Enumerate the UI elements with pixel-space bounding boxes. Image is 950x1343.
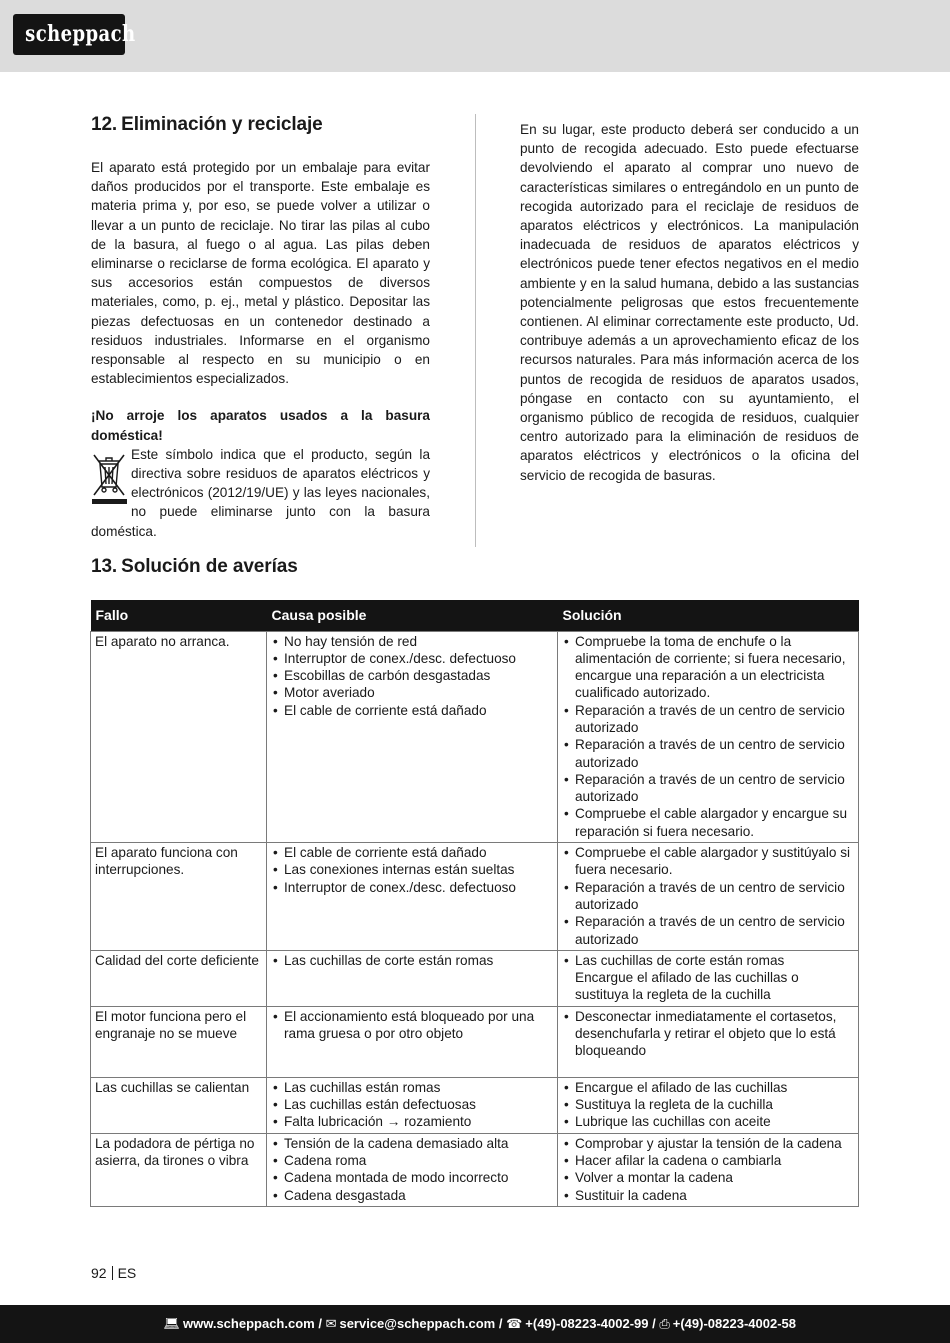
solution-item: • Las cuchillas de corte están romas — [562, 952, 854, 969]
solution-cell — [558, 1006, 859, 1077]
footer-website-link[interactable]: www.scheppach.com — [182, 1316, 315, 1331]
cause-item: • Cadena montada de modo incorrecto — [271, 1169, 553, 1186]
footer-phone: +(49)-08223-4002-99 — [525, 1316, 649, 1331]
cause-cell — [267, 1133, 558, 1206]
table-row — [91, 631, 859, 843]
fax-icon: ⎙ — [659, 1316, 670, 1331]
weee-notice — [91, 445, 430, 541]
solution-cell — [558, 631, 859, 843]
cause-item: • El cable de corriente está dañado — [271, 702, 553, 719]
fault-cell: Calidad del corte deficiente — [91, 950, 267, 1006]
cause-item: • Tensión de la cadena demasiado alta — [271, 1135, 553, 1152]
cause-item: • Motor averiado — [271, 684, 553, 701]
cause-item: • Interruptor de conex./desc. defectuoso — [271, 879, 553, 896]
right-column — [520, 120, 859, 485]
column-header-cause: Causa posible — [267, 600, 558, 631]
cause-cell — [267, 950, 558, 1006]
solution-item: Encargue el afilado de las cuchillas o sustituya la regleta de la cuchilla — [575, 970, 799, 1003]
solution-cell — [558, 1133, 859, 1206]
solution-item: • Compruebe el cable alargador y sustitúyalo si fuera necesario. — [562, 844, 854, 879]
column-divider — [475, 114, 476, 547]
section-12-title: 12. Eliminación y reciclaje — [91, 114, 323, 135]
cause-item: • Interruptor de conex./desc. defectuoso — [271, 650, 553, 667]
cause-item: • El accionamiento está bloqueado por una rama gruesa o por otro objeto — [271, 1008, 553, 1043]
crossed-out-wheelie-bin-icon — [91, 447, 127, 509]
cause-item: • Las conexiones internas están sueltas — [271, 861, 553, 878]
envelope-icon: ✉︎ — [325, 1316, 337, 1331]
solution-cell — [558, 950, 859, 1006]
solution-item: • Desconectar inmediatamente el cortasetos, desenchufarla y retirar el objeto que lo está bloqueando — [562, 1008, 854, 1060]
footer-email-link[interactable]: service@scheppach.com — [339, 1316, 496, 1331]
page-number: 92 ES — [91, 1265, 137, 1281]
left-column — [91, 114, 430, 541]
telephone-icon: ☎︎ — [506, 1316, 523, 1331]
section-13-title: 13. Solución de averías — [91, 556, 298, 577]
solution-item: • Compruebe la toma de enchufe o la alimentación de corriente; si fuera necesario, encargue una reparación a un electricista cualificado autorizado. — [562, 633, 854, 702]
cause-item: • Las cuchillas están romas — [271, 1079, 553, 1096]
solution-item: • Volver a montar la cadena — [562, 1169, 854, 1186]
column-header-fault: Fallo — [91, 600, 267, 631]
fault-cell: Las cuchillas se calientan — [91, 1077, 267, 1133]
solution-cell — [558, 1077, 859, 1133]
fault-cell: El aparato funciona con interrupciones. — [91, 843, 267, 951]
solution-cell — [558, 843, 859, 951]
solution-item: • Compruebe el cable alargador y encargue su reparación si fuera necesario. — [562, 805, 854, 840]
solution-item: • Comprobar y ajustar la tensión de la cadena — [562, 1135, 854, 1152]
cause-item: • Cadena roma — [271, 1152, 553, 1169]
solution-item: • Sustituya la regleta de la cuchilla — [562, 1096, 854, 1113]
cause-cell — [267, 631, 558, 843]
cause-item: • El cable de corriente está dañado — [271, 844, 553, 861]
solution-item: • Reparación a través de un centro de servicio autorizado — [562, 913, 854, 948]
cause-cell — [267, 1006, 558, 1077]
brand-logo: scheppach — [13, 14, 125, 55]
table-row — [91, 1133, 859, 1206]
cause-item: • No hay tensión de red — [271, 633, 553, 650]
solution-item: • Reparación a través de un centro de servicio autorizado — [562, 771, 854, 806]
solution-item: • Lubrique las cuchillas con aceite — [562, 1113, 854, 1130]
disposal-warning: ¡No arroje los aparatos usados a la basura doméstica! — [91, 408, 430, 443]
solution-item: • Reparación a través de un centro de servicio autorizado — [562, 879, 854, 914]
header-band — [0, 0, 950, 72]
footer-bar: 💻︎ www.scheppach.com / ✉︎ service@scheppach.com / ☎︎ +(49)-08223-4002-99 / ⎙ +(49)-08223-4002-58 — [0, 1305, 950, 1343]
weee-text: Este símbolo indica que el producto, según la directiva sobre residuos de aparatos eléctricos y electrónicos (2012/19/UE) y las leyes nacionales, no puede eliminarse junto con la basura doméstica. — [91, 446, 430, 539]
cause-item: • Las cuchillas están defectuosas — [271, 1096, 553, 1113]
table-row — [91, 843, 859, 951]
cause-cell — [267, 1077, 558, 1133]
column-header-solution: Solución — [558, 600, 859, 631]
footer-fax: +(49)-08223-4002-58 — [672, 1316, 796, 1331]
solution-item: • Sustituir la cadena — [562, 1187, 854, 1204]
cause-item: • Las cuchillas de corte están romas — [271, 952, 553, 969]
table-row — [91, 1077, 859, 1133]
solution-item: • Reparación a través de un centro de servicio autorizado — [562, 736, 854, 771]
cause-item: • Cadena desgastada — [271, 1187, 553, 1204]
cause-cell — [267, 843, 558, 951]
solution-item: • Hacer afilar la cadena o cambiarla — [562, 1152, 854, 1169]
fault-cell: La podadora de pértiga no asierra, da tirones o vibra — [91, 1133, 267, 1206]
fault-cell: El motor funciona pero el engranaje no se mueve — [91, 1006, 267, 1077]
table-header-row — [91, 600, 859, 631]
table-row — [91, 950, 859, 1006]
solution-item: • Encargue el afilado de las cuchillas — [562, 1079, 854, 1096]
solution-item: • Reparación a través de un centro de servicio autorizado — [562, 702, 854, 737]
troubleshooting-table — [90, 600, 859, 1207]
cause-item: • Falta lubricación → rozamiento — [271, 1113, 553, 1130]
disposal-paragraph: El aparato está protegido por un embalaje para evitar daños producidos por el transporte. Este embalaje es materia prima y, por eso, se puede volver a utilizar o llevar a un punto de reciclaje. No tirar las pilas al cubo de la basura, al fuego o al agua. Las pilas deben eliminarse o reciclarse de forma ecológica. El aparato y sus accesorios están compuestos de diversos materiales, como, p. ej., metal y plástico. Depositar las piezas defectuosas en un contenedor destinado a residuos industriales. Informarse en el organismo responsable al respecto en su municipio o en establecimientos especializados. — [91, 160, 430, 387]
table-row — [91, 1006, 859, 1077]
recycling-paragraph: En su lugar, este producto deberá ser conducido a un punto de recogida adecuado. Esto puede efectuarse devolviendo el aparato al comprar uno nuevo de características similares o entregándolo en un punto de recogida autorizado para el reciclaje de residuos de aparatos eléctricos y electrónicos. La manipulación inadecuada de residuos de aparatos eléctricos y electrónicos puede tener efectos negativos en el medio ambiente y en la salud humana, debido a las sustancias potencialmente peligrosas que estos frecuentemente contienen. Al eliminar correctamente este producto, Ud. contribuye además a un aprovechamiento eficaz de los recursos naturales. Para más información acerca de los puntos de recogida de residuos de aparatos usados, póngase en contacto con su ayuntamiento, el organismo público de recogida de residuos, cualquier centro autorizado para la eliminación de residuos de aparatos eléctricos y electrónicos o la oficina del servicio de recogida de basuras. — [520, 122, 859, 483]
laptop-icon: 💻︎ — [163, 1316, 180, 1331]
cause-item: • Escobillas de carbón desgastadas — [271, 667, 553, 684]
fault-cell: El aparato no arranca. — [91, 631, 267, 843]
